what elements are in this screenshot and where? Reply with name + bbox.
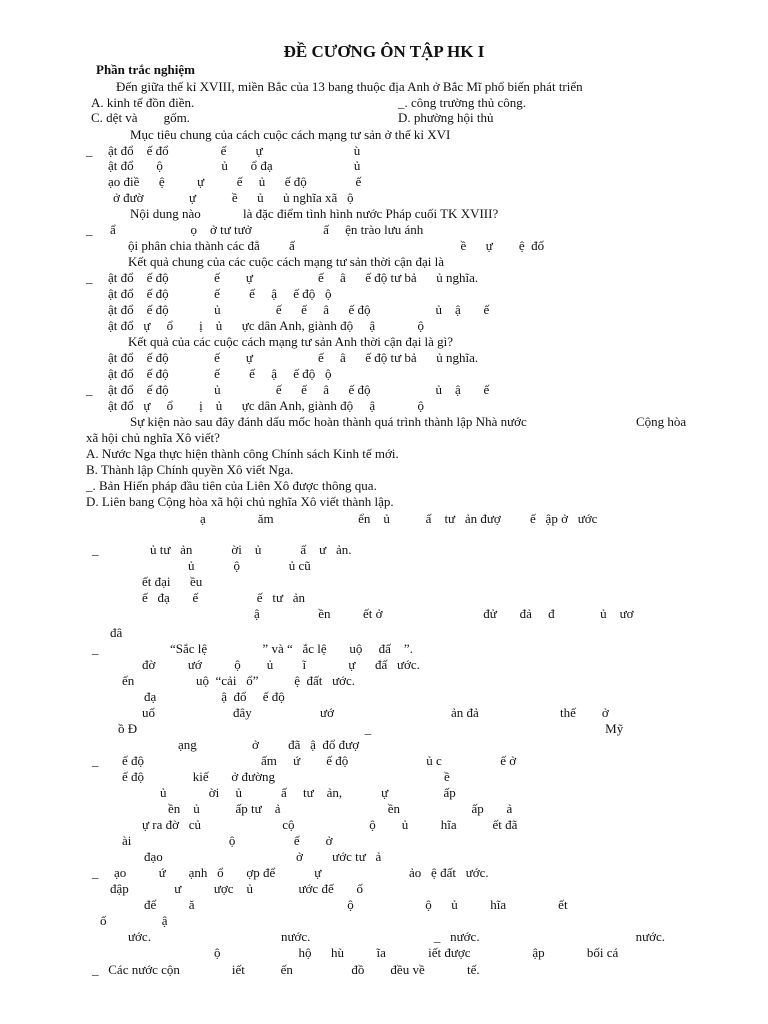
text-line: _ xyxy=(86,382,93,397)
text-line: ủ ộ ủ cũ xyxy=(188,558,311,573)
text-line: ồ Đ _ Mỹ xyxy=(118,721,624,736)
text-line: ế đạ ế ế tư ản xyxy=(142,590,306,605)
text-line: Mục tiêu chung của cách cuộc cách mạng tư sản ở thế kỉ XVI xyxy=(130,127,451,142)
text-line: ước. nước. _ nước. nước. xyxy=(128,929,666,944)
text-line: ến uộ “cải ổ” ệ đất ước. xyxy=(122,673,356,688)
text-line: _. công trường thủ công. xyxy=(398,95,527,110)
text-line: Nội dung nào là đặc điểm tình hình nước Pháp cuối TK XVIII? xyxy=(130,206,499,221)
text-line: xã hội chủ nghĩa Xô viết? xyxy=(86,430,220,445)
text-line: _ xyxy=(92,865,99,880)
text-line: ở đườ ự ề ủ ủ nghĩa xã ộ xyxy=(113,190,354,205)
text-line: ẩ ọ ở tư tưở ấ ện trào lưu ánh xyxy=(110,222,424,237)
text-line: ạ ăm ển ủ ấ tư ản đượ ế ập ở ước xyxy=(200,511,598,526)
text-line: uố đây ướ ản đả thế ở xyxy=(142,705,609,720)
text-line: ạo ứ ạnh ổ ợp để ự ảo ệ đất ước. xyxy=(114,865,489,880)
text-line: ật đổ ế độ ủ ế ế â ế độ ủ ậ ế xyxy=(108,382,490,397)
text-line: ội phân chia thành các đẳ ấ ề ự ệ đố xyxy=(128,238,545,253)
text-line: _ xyxy=(86,270,93,285)
text-line: _ xyxy=(92,753,99,768)
text-line: “Sắc lệ ” và “ ắc lệ uộ đấ ”. xyxy=(170,641,413,656)
section-heading: Phần trắc nghiệm xyxy=(96,62,195,77)
text-line: ật đổ ế độ ế ự ế â ế độ tư bả ủ nghĩa. xyxy=(108,350,479,365)
text-line: ật đổ ế đổ ế ự ù xyxy=(108,143,361,158)
text-line: ật đổ ự ổ ị ủ ực dân Anh, giành độ ậ ộ xyxy=(108,318,424,333)
text-line: A. kinh tế đồn điền. xyxy=(91,95,195,110)
text-line: ố ậ xyxy=(100,913,168,928)
text-line: _. Bản Hiến pháp đầu tiên của Liên Xô được thông qua. xyxy=(86,478,377,493)
text-line: đạo ở ước tư ả xyxy=(144,849,382,864)
text-line: đạ ậ đổ ế độ xyxy=(144,689,285,704)
text-line: ộ hộ hù ĩa iết được ập bối cá xyxy=(214,945,619,960)
text-line: ết đại ều xyxy=(142,574,203,589)
text-line: ậ ền ết ở đử đả đ ủ ươ xyxy=(254,606,634,621)
text-line: ế độ kiế ở đường ề xyxy=(122,769,450,784)
text-line: đờ ướ ộ ủ ĩ ự đấ ước. xyxy=(142,657,420,672)
text-line: ật đổ ự ổ ị ủ ực dân Anh, giành độ ậ ộ xyxy=(108,398,424,413)
text-line: ạo điề ệ ự ế ủ ế độ ế xyxy=(108,174,362,189)
text-line: _ Các nước cộn iết ến đồ đều về tế. xyxy=(92,962,480,977)
text-line: _ xyxy=(92,542,99,557)
text-line: A. Nước Nga thực hiện thành công Chính sách Kinh tế mới. xyxy=(86,446,399,461)
text-line: _ xyxy=(92,641,99,656)
text-line: ạng ở đã ậ đổ đượ xyxy=(178,737,360,752)
document-title: ĐỀ CƯƠNG ÔN TẬP HK I xyxy=(283,42,485,61)
text-line: Sự kiện nào sau đây đánh dấu mốc hoàn thành quá trình thành lập Nhà nước xyxy=(130,414,527,429)
text-line: Cộng hòa xyxy=(636,414,687,429)
text-line: _ xyxy=(86,143,93,158)
text-line: ế độ ấm ứ ế độ ủ c ế ở xyxy=(122,753,517,768)
text-line: B. Thành lập Chính quyền Xô viết Nga. xyxy=(86,462,294,477)
text-line: ật đổ ế độ ế ự ế â ế độ tư bả ủ nghĩa. xyxy=(108,270,479,285)
text-line: D. phường hội thủ xyxy=(398,110,494,125)
text-line: ài ộ ế ở xyxy=(122,833,333,848)
text-line: ật đổ ế độ ủ ế ế â ế độ ủ ậ ế xyxy=(108,302,490,317)
text-line: đâ xyxy=(110,625,123,640)
text-line: ự ra đờ củ cộ ộ ủ hĩa ết đã xyxy=(142,817,518,832)
text-line: Kết quả chung của các cuộc cách mạng tư sản thời cận đại là xyxy=(128,254,445,269)
text-line: ật đổ ế độ ế ế ậ ế độ ộ xyxy=(108,366,332,381)
text-line: ật đổ ộ ủ ổ đạ ủ xyxy=(108,158,361,173)
text-line: D. Liên bang Cộng hòa xã hội chủ nghĩa Xô viết thành lập. xyxy=(86,494,394,509)
text-line: ủ tư ản ời ủ ấ ư ản. xyxy=(150,542,352,557)
text-line: Đến giữa thế kỉ XVIII, miền Bắc của 13 bang thuộc địa Anh ở Bắc Mĩ phổ biến phát triển xyxy=(116,79,583,94)
text-line: ủ ời ủ ấ tư ản, ự ấp xyxy=(160,785,456,800)
text-line: ật đổ ế độ ế ế ậ ế độ ộ xyxy=(108,286,332,301)
text-line: để ă ộ ộ ủ hĩa ết xyxy=(144,897,568,912)
text-line: đập ư ược ủ ước đế ố xyxy=(110,881,363,896)
text-line: C. dệt và gốm. xyxy=(91,110,190,125)
text-line: ền ủ ấp tư ả ền ấp ả xyxy=(168,801,513,816)
text-line: Kết quả của các cuộc cách mạng tư sản Anh thời cận đại là gì? xyxy=(128,334,454,349)
text-line: _ xyxy=(86,222,93,237)
